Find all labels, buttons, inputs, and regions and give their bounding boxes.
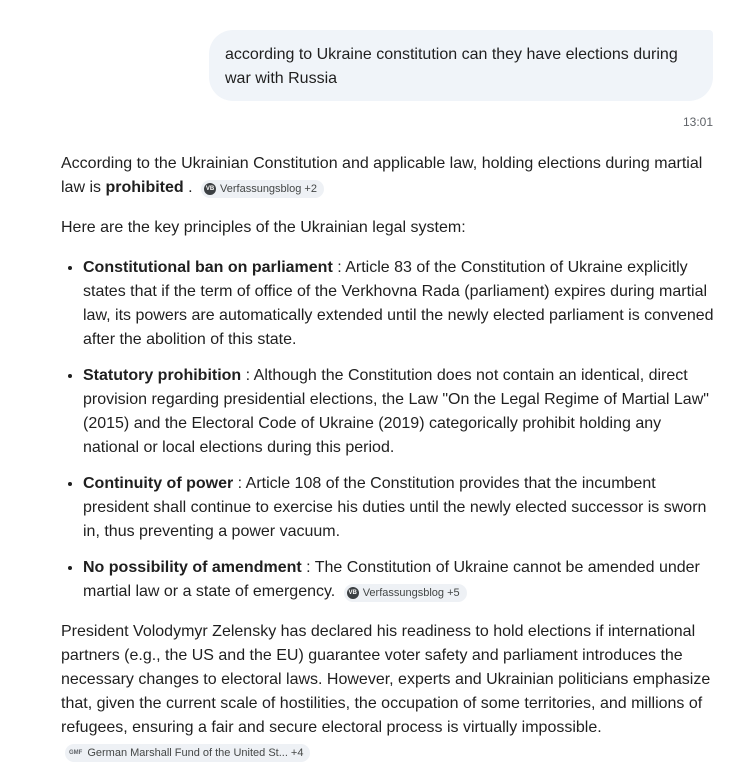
user-message-text: according to Ukraine constitution can they have elections during war with Russia (225, 46, 678, 87)
verfassungsblog-logo-icon: VB (204, 183, 216, 195)
principles-list (61, 256, 721, 604)
list-item (83, 556, 721, 604)
gmf-logo-icon: GMF (69, 750, 83, 756)
list-item-text: : The Constitution of Ukraine cannot be amended under martial law or a state of emergency. (83, 559, 700, 600)
list-item-title: Continuity of power (83, 475, 234, 492)
source-chip[interactable] (65, 744, 310, 762)
response-closing: President Volodymyr Zelensky has declared his readiness to hold elections if international partners (e.g., the US and the EU) guarantee voter safety and parliament introduces the necessary changes to electoral laws. However, experts and Ukrainian politicians emphasize that, given the current scale of hostilities, the occupation of some territories, and millions of refugees, ensuring a fair and secure electoral process is virtually impossible. GMF German Marshall Fund of the United St... +4 (61, 620, 721, 764)
list-item-title: Statutory prohibition (83, 367, 242, 384)
source-chip-label: Verfassungsblog +5 (362, 587, 460, 599)
response-intro: According to the Ukrainian Constitution and applicable law, holding elections during martial law is prohibited . VB Verfassungsblog +2 (61, 155, 703, 196)
assistant-response (61, 152, 721, 780)
list-item-text: : Article 83 of the Constitution of Ukraine explicitly states that if the term of office of the Verkhovna Rada (parliament) expires during martial law, its powers are automatically extended until the newly elected parliament is convened after the abolition of this state. (83, 259, 714, 348)
list-item (83, 364, 721, 460)
list-item (83, 472, 721, 544)
list-item-title: Constitutional ban on parliament (83, 259, 333, 276)
list-item (83, 256, 721, 352)
message-timestamp: 13:01 (682, 115, 713, 129)
source-chip-label: German Marshall Fund of the United St... +4 (87, 747, 304, 759)
source-chip-label: Verfassungsblog +2 (220, 183, 317, 195)
list-item-text: : Article 108 of the Constitution provides that the incumbent president shall continue to exercise his duties until the newly elected successor is sworn in, thus preventing a power vacuum. (83, 475, 707, 540)
list-item-title: No possibility of amendment (83, 559, 302, 576)
list-item-text: : Although the Constitution does not contain an identical, direct provision regarding presidential elections, the Law "On the Legal Regime of Martial Law" (2015) and the Electoral Code of Ukraine (2019) categorically prohibit holding any national or local elections during this period. (83, 367, 709, 456)
user-message-bubble (209, 30, 713, 101)
source-chip[interactable] (344, 584, 467, 602)
principles-intro: Here are the key principles of the Ukrainian legal system: (61, 219, 466, 236)
source-chip[interactable] (201, 180, 324, 198)
verfassungsblog-logo-icon: VB (347, 587, 359, 599)
prohibited-emphasis: prohibited (105, 179, 184, 196)
